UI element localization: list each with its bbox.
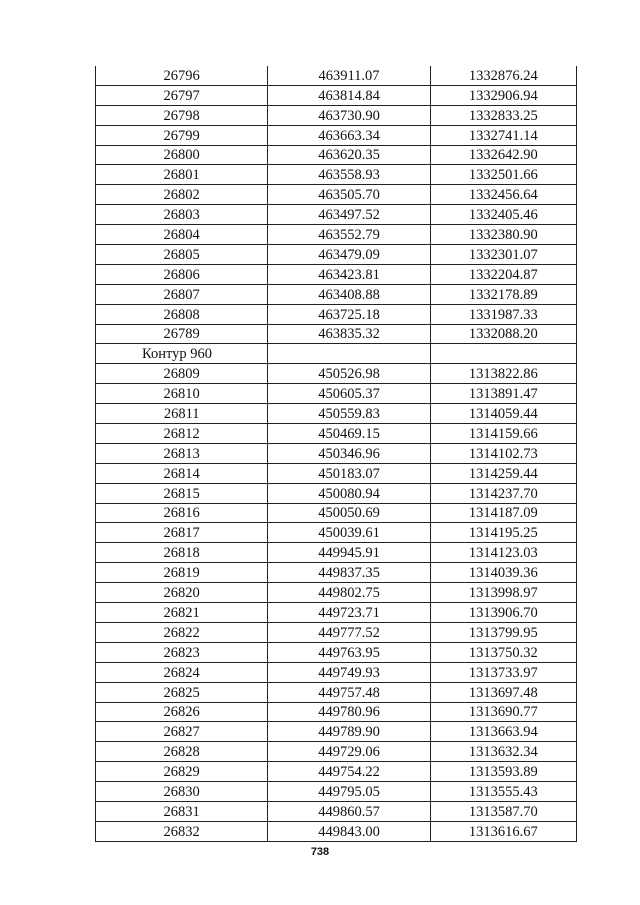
table-row: [96, 722, 577, 742]
point-id-cell: 26829: [96, 762, 268, 782]
point-id-cell: 26789: [96, 324, 268, 344]
point-id-cell: 26805: [96, 245, 268, 265]
table-row: [96, 782, 577, 802]
x-coordinate-cell: 450346.96: [268, 443, 430, 463]
x-coordinate-cell: 463911.07: [268, 66, 430, 85]
x-coordinate-cell: 449777.52: [268, 622, 430, 642]
table-row: [96, 563, 577, 583]
x-coordinate-cell: 463558.93: [268, 165, 430, 185]
y-coordinate-cell: 1332178.89: [430, 284, 576, 304]
table-row: [96, 801, 577, 821]
point-id-cell: 26806: [96, 264, 268, 284]
y-coordinate-cell: 1314195.25: [430, 523, 576, 543]
point-id-cell: 26800: [96, 145, 268, 165]
x-coordinate-cell: 450080.94: [268, 483, 430, 503]
table-row: [96, 583, 577, 603]
x-coordinate-cell: 449789.90: [268, 722, 430, 742]
x-coordinate-cell: 463408.88: [268, 284, 430, 304]
table-row: [96, 503, 577, 523]
point-id-cell: 26826: [96, 702, 268, 722]
point-id-cell: 26823: [96, 642, 268, 662]
x-coordinate-cell: 449780.96: [268, 702, 430, 722]
point-id-cell: 26816: [96, 503, 268, 523]
table-row: [96, 284, 577, 304]
point-id-cell: 26797: [96, 85, 268, 105]
y-coordinate-cell: 1332301.07: [430, 245, 576, 265]
y-coordinate-cell: 1314123.03: [430, 543, 576, 563]
y-coordinate-cell: 1332380.90: [430, 225, 576, 245]
point-id-cell: 26825: [96, 682, 268, 702]
x-coordinate-cell: 463497.52: [268, 205, 430, 225]
y-coordinate-cell: 1313690.77: [430, 702, 576, 722]
table-row: [96, 821, 577, 841]
y-coordinate-cell: 1332876.24: [430, 66, 576, 85]
x-coordinate-cell: 450605.37: [268, 384, 430, 404]
y-coordinate-cell: 1314259.44: [430, 463, 576, 483]
point-id-cell: 26808: [96, 304, 268, 324]
x-coordinate-cell: 463730.90: [268, 105, 430, 125]
y-coordinate-cell: 1332501.66: [430, 165, 576, 185]
y-coordinate-cell: 1313799.95: [430, 622, 576, 642]
point-id-cell: 26822: [96, 622, 268, 642]
table-row: [96, 66, 577, 85]
point-id-cell: 26812: [96, 424, 268, 444]
y-coordinate-cell: 1313663.94: [430, 722, 576, 742]
point-id-cell: 26798: [96, 105, 268, 125]
table-row: [96, 245, 577, 265]
y-coordinate-cell: 1313593.89: [430, 762, 576, 782]
y-coordinate-cell: 1332405.46: [430, 205, 576, 225]
point-id-cell: 26803: [96, 205, 268, 225]
table-row: [96, 463, 577, 483]
table-row: [96, 225, 577, 245]
page-number: 738: [310, 846, 330, 858]
x-coordinate-cell: 450039.61: [268, 523, 430, 543]
y-coordinate-cell: 1313632.34: [430, 742, 576, 762]
point-id-cell: 26815: [96, 483, 268, 503]
point-id-cell: 26819: [96, 563, 268, 583]
x-coordinate-cell: 449729.06: [268, 742, 430, 762]
y-coordinate-cell: 1313822.86: [430, 364, 576, 384]
table-row: [96, 762, 577, 782]
table-row: [96, 165, 577, 185]
point-id-cell: 26831: [96, 801, 268, 821]
table-row: [96, 603, 577, 623]
y-coordinate-cell: 1313891.47: [430, 384, 576, 404]
point-id-cell: 26801: [96, 165, 268, 185]
point-id-cell: 26827: [96, 722, 268, 742]
table-row: [96, 424, 577, 444]
y-coordinate-cell: 1313750.32: [430, 642, 576, 662]
empty-cell: [430, 344, 576, 364]
x-coordinate-cell: 449723.71: [268, 603, 430, 623]
y-coordinate-cell: 1313555.43: [430, 782, 576, 802]
point-id-cell: 26799: [96, 125, 268, 145]
table-row: [96, 404, 577, 424]
x-coordinate-cell: 450559.83: [268, 404, 430, 424]
point-id-cell: 26802: [96, 185, 268, 205]
x-coordinate-cell: 449795.05: [268, 782, 430, 802]
table-row: [96, 145, 577, 165]
y-coordinate-cell: 1332741.14: [430, 125, 576, 145]
y-coordinate-cell: 1314039.36: [430, 563, 576, 583]
x-coordinate-cell: 463552.79: [268, 225, 430, 245]
table-row: [96, 125, 577, 145]
table-row: [96, 85, 577, 105]
table-row: [96, 264, 577, 284]
table-row: [96, 105, 577, 125]
y-coordinate-cell: 1332204.87: [430, 264, 576, 284]
y-coordinate-cell: 1314237.70: [430, 483, 576, 503]
point-id-cell: 26804: [96, 225, 268, 245]
x-coordinate-cell: 449860.57: [268, 801, 430, 821]
y-coordinate-cell: 1332642.90: [430, 145, 576, 165]
x-coordinate-cell: 449843.00: [268, 821, 430, 841]
x-coordinate-cell: 449757.48: [268, 682, 430, 702]
table-row: [96, 682, 577, 702]
x-coordinate-cell: 450050.69: [268, 503, 430, 523]
table-row: [96, 662, 577, 682]
table-row: [96, 742, 577, 762]
x-coordinate-cell: 449945.91: [268, 543, 430, 563]
table-row: [96, 443, 577, 463]
point-id-cell: 26811: [96, 404, 268, 424]
point-id-cell: 26796: [96, 66, 268, 85]
x-coordinate-cell: 449837.35: [268, 563, 430, 583]
x-coordinate-cell: 449754.22: [268, 762, 430, 782]
point-id-cell: 26820: [96, 583, 268, 603]
x-coordinate-cell: 449802.75: [268, 583, 430, 603]
x-coordinate-cell: 463663.34: [268, 125, 430, 145]
point-id-cell: 26817: [96, 523, 268, 543]
table-row: [96, 185, 577, 205]
x-coordinate-cell: 450183.07: [268, 463, 430, 483]
y-coordinate-cell: 1332833.25: [430, 105, 576, 125]
y-coordinate-cell: 1314187.09: [430, 503, 576, 523]
x-coordinate-cell: 463423.81: [268, 264, 430, 284]
table-row: [96, 622, 577, 642]
y-coordinate-cell: 1332906.94: [430, 85, 576, 105]
table-row: [96, 384, 577, 404]
x-coordinate-cell: 450526.98: [268, 364, 430, 384]
table-row: [96, 523, 577, 543]
y-coordinate-cell: 1313587.70: [430, 801, 576, 821]
point-id-cell: 26818: [96, 543, 268, 563]
y-coordinate-cell: 1313697.48: [430, 682, 576, 702]
x-coordinate-cell: 463505.70: [268, 185, 430, 205]
point-id-cell: 26830: [96, 782, 268, 802]
x-coordinate-cell: 449749.93: [268, 662, 430, 682]
y-coordinate-cell: 1314102.73: [430, 443, 576, 463]
table-row: [96, 702, 577, 722]
contour-header-row: [96, 344, 577, 364]
x-coordinate-cell: 463814.84: [268, 85, 430, 105]
y-coordinate-cell: 1313998.97: [430, 583, 576, 603]
point-id-cell: 26810: [96, 384, 268, 404]
y-coordinate-cell: 1313733.97: [430, 662, 576, 682]
y-coordinate-cell: 1332456.64: [430, 185, 576, 205]
table-row: [96, 543, 577, 563]
point-id-cell: 26828: [96, 742, 268, 762]
y-coordinate-cell: 1332088.20: [430, 324, 576, 344]
y-coordinate-cell: 1314159.66: [430, 424, 576, 444]
y-coordinate-cell: 1313616.67: [430, 821, 576, 841]
x-coordinate-cell: 463725.18: [268, 304, 430, 324]
table-row: [96, 205, 577, 225]
y-coordinate-cell: 1314059.44: [430, 404, 576, 424]
y-coordinate-cell: 1331987.33: [430, 304, 576, 324]
table-row: [96, 364, 577, 384]
contour-label: Контур 960: [96, 344, 268, 364]
x-coordinate-cell: 449763.95: [268, 642, 430, 662]
empty-cell: [268, 344, 430, 364]
x-coordinate-cell: 463620.35: [268, 145, 430, 165]
point-id-cell: 26824: [96, 662, 268, 682]
point-id-cell: 26813: [96, 443, 268, 463]
y-coordinate-cell: 1313906.70: [430, 603, 576, 623]
table-row: [96, 304, 577, 324]
x-coordinate-cell: 450469.15: [268, 424, 430, 444]
coordinates-table-body: [96, 66, 577, 841]
table-row: [96, 642, 577, 662]
point-id-cell: 26807: [96, 284, 268, 304]
coordinates-table: [95, 66, 577, 842]
table-row: [96, 324, 577, 344]
point-id-cell: 26821: [96, 603, 268, 623]
point-id-cell: 26832: [96, 821, 268, 841]
table-row: [96, 483, 577, 503]
point-id-cell: 26809: [96, 364, 268, 384]
x-coordinate-cell: 463479.09: [268, 245, 430, 265]
point-id-cell: 26814: [96, 463, 268, 483]
x-coordinate-cell: 463835.32: [268, 324, 430, 344]
